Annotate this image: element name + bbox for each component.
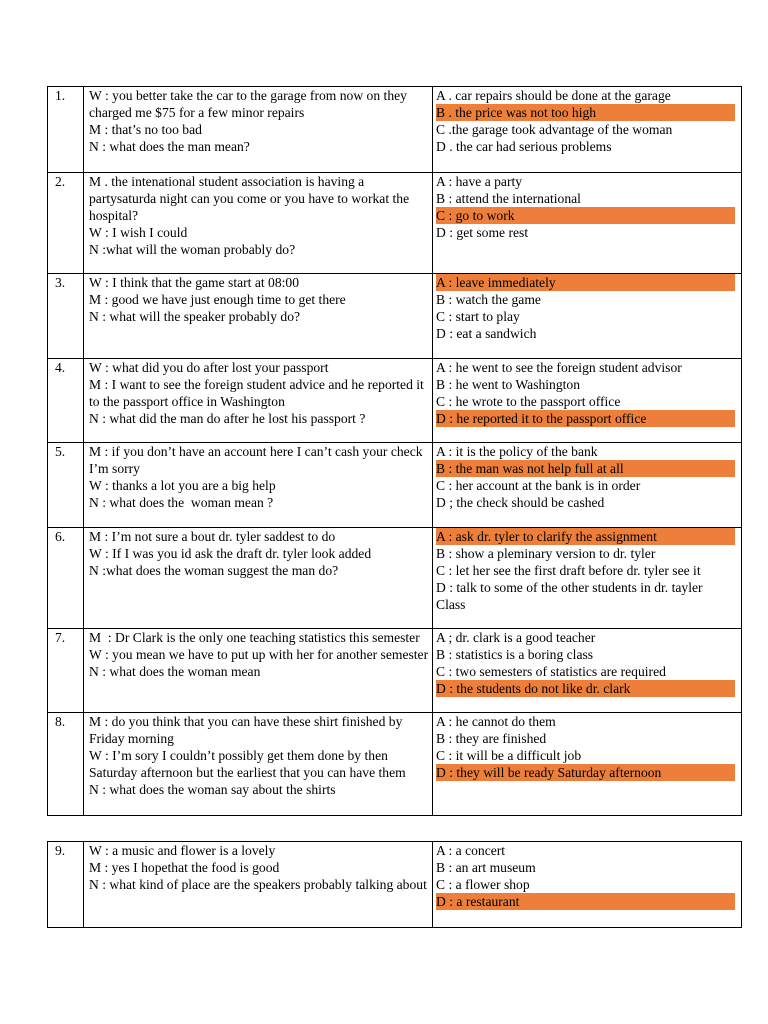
correct-answer-option: B . the price was not too high xyxy=(436,104,735,121)
answer-option: B : he went to Washington xyxy=(436,377,581,392)
dialogue-cell xyxy=(84,443,433,528)
question-row xyxy=(48,274,742,359)
question-row xyxy=(48,528,742,629)
answer-option: B : they are finished xyxy=(436,731,547,746)
dialogue-line: W : I think that the game start at 08:00 xyxy=(89,275,300,290)
dialogue-line: M : that’s no too bad xyxy=(89,122,202,137)
answer-option: C : it will be a difficult job xyxy=(436,748,582,763)
dialogue-line: N : what did the man do after he lost his passport ? xyxy=(89,411,366,426)
correct-answer-option: D : the students do not like dr. clark xyxy=(436,680,735,697)
dialogue-line: N : what does the woman mean ? xyxy=(89,495,274,510)
answer-option: A : he cannot do them xyxy=(436,714,556,729)
dialogue-line: N :what does the woman suggest the man do? xyxy=(89,563,339,578)
dialogue-line: M : I want to see the foreign student advice and he reported it to the passport office in Washington xyxy=(89,377,428,409)
dialogue-cell xyxy=(84,629,433,713)
questions-table-2 xyxy=(47,841,742,928)
dialogue-cell xyxy=(84,173,433,274)
answer-options-cell xyxy=(433,528,742,629)
question-number: 7. xyxy=(48,629,84,713)
question-number: 8. xyxy=(48,713,84,816)
dialogue-line: M . the intenational student association is having a partysaturda night can you come or you have to workat the hospital? xyxy=(89,174,413,223)
dialogue-cell xyxy=(84,274,433,359)
answer-option: C : he wrote to the passport office xyxy=(436,394,621,409)
correct-answer-option: A : leave immediately xyxy=(436,274,735,291)
dialogue-line: M : yes I hopethat the food is good xyxy=(89,860,280,875)
answer-options-cell xyxy=(433,87,742,173)
question-row xyxy=(48,629,742,713)
correct-answer-option: A : ask dr. tyler to clarify the assignment xyxy=(436,528,735,545)
correct-answer-option: B : the man was not help full at all xyxy=(436,460,735,477)
answer-option: D : get some rest xyxy=(436,225,529,240)
dialogue-line: N : what does the woman say about the shirts xyxy=(89,782,336,797)
dialogue-line: W : I wish I could xyxy=(89,225,188,240)
dialogue-line: W : thanks a lot you are a big help xyxy=(89,478,276,493)
dialogue-line: N : what does the man mean? xyxy=(89,139,250,154)
dialogue-line: W : If I was you id ask the draft dr. tyler look added xyxy=(89,546,372,561)
question-row xyxy=(48,359,742,443)
answer-option: C .the garage took advantage of the woman xyxy=(436,122,673,137)
dialogue-line: W : a music and flower is a lovely xyxy=(89,843,276,858)
dialogue-cell xyxy=(84,359,433,443)
question-row xyxy=(48,842,742,928)
answer-options-cell xyxy=(433,443,742,528)
question-number: 3. xyxy=(48,274,84,359)
dialogue-cell xyxy=(84,528,433,629)
dialogue-line: N : what kind of place are the speakers probably talking about xyxy=(89,877,427,892)
dialogue-line: N : what does the woman mean xyxy=(89,664,261,679)
answer-options-cell xyxy=(433,173,742,274)
answer-options-cell xyxy=(433,274,742,359)
correct-answer-option: D : a restaurant xyxy=(436,893,735,910)
question-number: 6. xyxy=(48,528,84,629)
answer-option: C : let her see the first draft before dr. tyler see it xyxy=(436,563,701,578)
dialogue-line: W : you mean we have to put up with her for another semester xyxy=(89,647,429,662)
dialogue-cell xyxy=(84,842,433,928)
question-row xyxy=(48,173,742,274)
answer-option: B : watch the game xyxy=(436,292,541,307)
answer-option: A : he went to see the foreign student advisor xyxy=(436,360,682,375)
correct-answer-option: D : they will be ready Saturday afternoon xyxy=(436,764,735,781)
question-number: 9. xyxy=(48,842,84,928)
answer-option: A ; dr. clark is a good teacher xyxy=(436,630,596,645)
answer-options-cell xyxy=(433,359,742,443)
answer-option: D . the car had serious problems xyxy=(436,139,612,154)
answer-option: C : her account at the bank is in order xyxy=(436,478,641,493)
answer-option: C : two semesters of statistics are required xyxy=(436,664,666,679)
dialogue-line: W : you better take the car to the garage from now on they charged me $75 for a few minor repairs xyxy=(89,88,411,120)
dialogue-cell xyxy=(84,713,433,816)
answer-option: D : eat a sandwich xyxy=(436,326,537,341)
question-number: 4. xyxy=(48,359,84,443)
answer-option: B : an art museum xyxy=(436,860,536,875)
answer-option: A : it is the policy of the bank xyxy=(436,444,598,459)
correct-answer-option: D : he reported it to the passport office xyxy=(436,410,735,427)
answer-option: A : a concert xyxy=(436,843,506,858)
question-number: 5. xyxy=(48,443,84,528)
answer-options-cell xyxy=(433,629,742,713)
answer-option: C : a flower shop xyxy=(436,877,530,892)
answer-option: D : talk to some of the other students in dr. tayler Class xyxy=(436,580,703,612)
dialogue-line: M : do you think that you can have these shirt finished by Friday morning xyxy=(89,714,406,746)
dialogue-line: N : what will the speaker probably do? xyxy=(89,309,301,324)
answer-option: B : statistics is a boring class xyxy=(436,647,594,662)
dialogue-cell xyxy=(84,87,433,173)
question-row xyxy=(48,87,742,173)
question-row xyxy=(48,443,742,528)
answer-options-cell xyxy=(433,713,742,816)
answer-options-cell xyxy=(433,842,742,928)
question-row xyxy=(48,713,742,816)
questions-table-1 xyxy=(47,86,742,816)
dialogue-line: N :what will the woman probably do? xyxy=(89,242,296,257)
dialogue-line: M : if you don’t have an account here I can’t cash your check I’m sorry xyxy=(89,444,426,476)
correct-answer-option: C : go to work xyxy=(436,207,735,224)
answer-option: B : attend the international xyxy=(436,191,581,206)
dialogue-line: W : what did you do after lost your passport xyxy=(89,360,329,375)
answer-option: D ; the check should be cashed xyxy=(436,495,605,510)
dialogue-line: M : Dr Clark is the only one teaching statistics this semester xyxy=(89,630,420,645)
answer-option: B : show a pleminary version to dr. tyler xyxy=(436,546,656,561)
question-number: 1. xyxy=(48,87,84,173)
question-number: 2. xyxy=(48,173,84,274)
dialogue-line: W : I’m sory I couldn’t possibly get them done by then Saturday afternoon but the earliest that you can have them xyxy=(89,748,406,780)
answer-option: A . car repairs should be done at the garage xyxy=(436,88,671,103)
answer-option: C : start to play xyxy=(436,309,520,324)
answer-option: A : have a party xyxy=(436,174,523,189)
dialogue-line: M : good we have just enough time to get there xyxy=(89,292,346,307)
dialogue-line: M : I’m not sure a bout dr. tyler saddest to do xyxy=(89,529,336,544)
